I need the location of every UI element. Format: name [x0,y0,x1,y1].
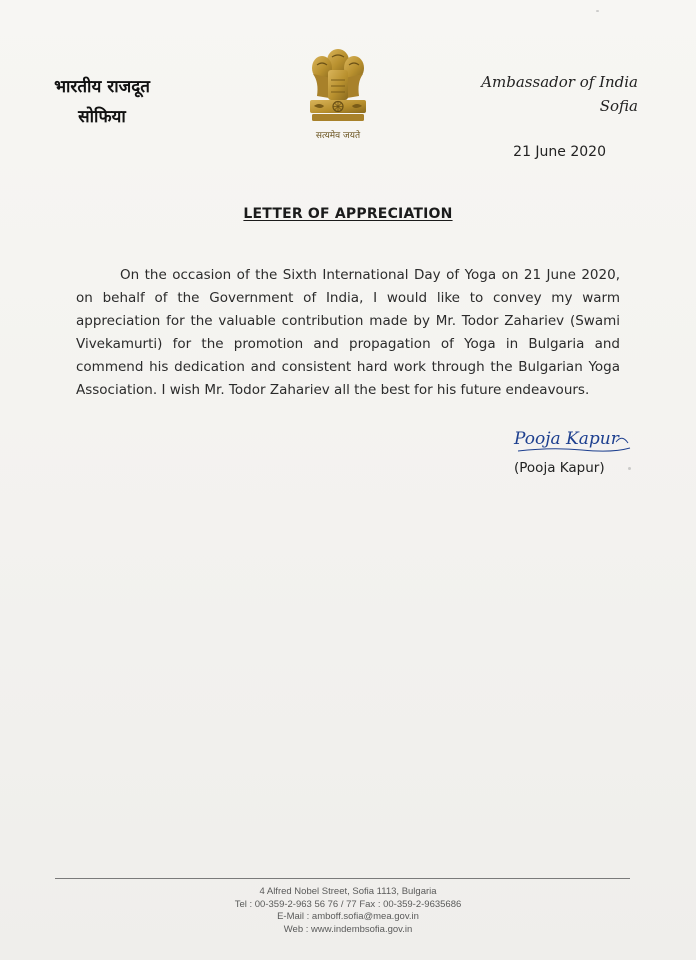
letter-title-text: LETTER OF APPRECIATION [243,206,453,222]
signature [512,420,632,460]
footer-divider [55,878,630,879]
letter-title [0,206,696,222]
hindi-title-line: भारतीय राजदूत [54,77,150,97]
footer-email: E-Mail : amboff.sofia@mea.gov.in [277,911,419,922]
footer-address: 4 Alfred Nobel Street, Sofia 1113, Bulgaria [259,886,437,897]
ambassador-city: Sofia [599,97,638,115]
ambassador-title: Ambassador of India [481,73,638,91]
hindi-header [32,72,172,132]
letter-body: On the occasion of the Sixth International Day of Yoga on 21 June 2020, on behalf of the Government of India, I would like to convey my warm appreciation for the valuable contribution made by Mr. Todor Zahariev (Swami Vivekamurti) for the promotion and propagation of Yoga in Bulgaria and commend his dedication and consistent hard work through the Bulgarian Yoga Association. I wish Mr. Todor Zahariev all the best for his future endeavours. [76,267,620,398]
signature-text: Pooja Kapur [514,429,619,449]
emblem-motto: सत्यमेव जयते [315,131,361,141]
hindi-city-line: सोफिया [78,107,126,127]
signatory-name: (Pooja Kapur) [514,460,605,476]
paper-speck [628,467,631,470]
footer-website: Web : www.indembsofia.gov.in [283,923,413,935]
ambassador-header [478,70,638,118]
paper-speck [596,10,599,12]
footer-phone-fax: Tel : 00-359-2-963 56 76 / 77 Fax : 00-359-2-9635686 [234,898,462,910]
letterhead-footer [0,886,696,936]
letter-date: 21 June 2020 [513,144,606,160]
